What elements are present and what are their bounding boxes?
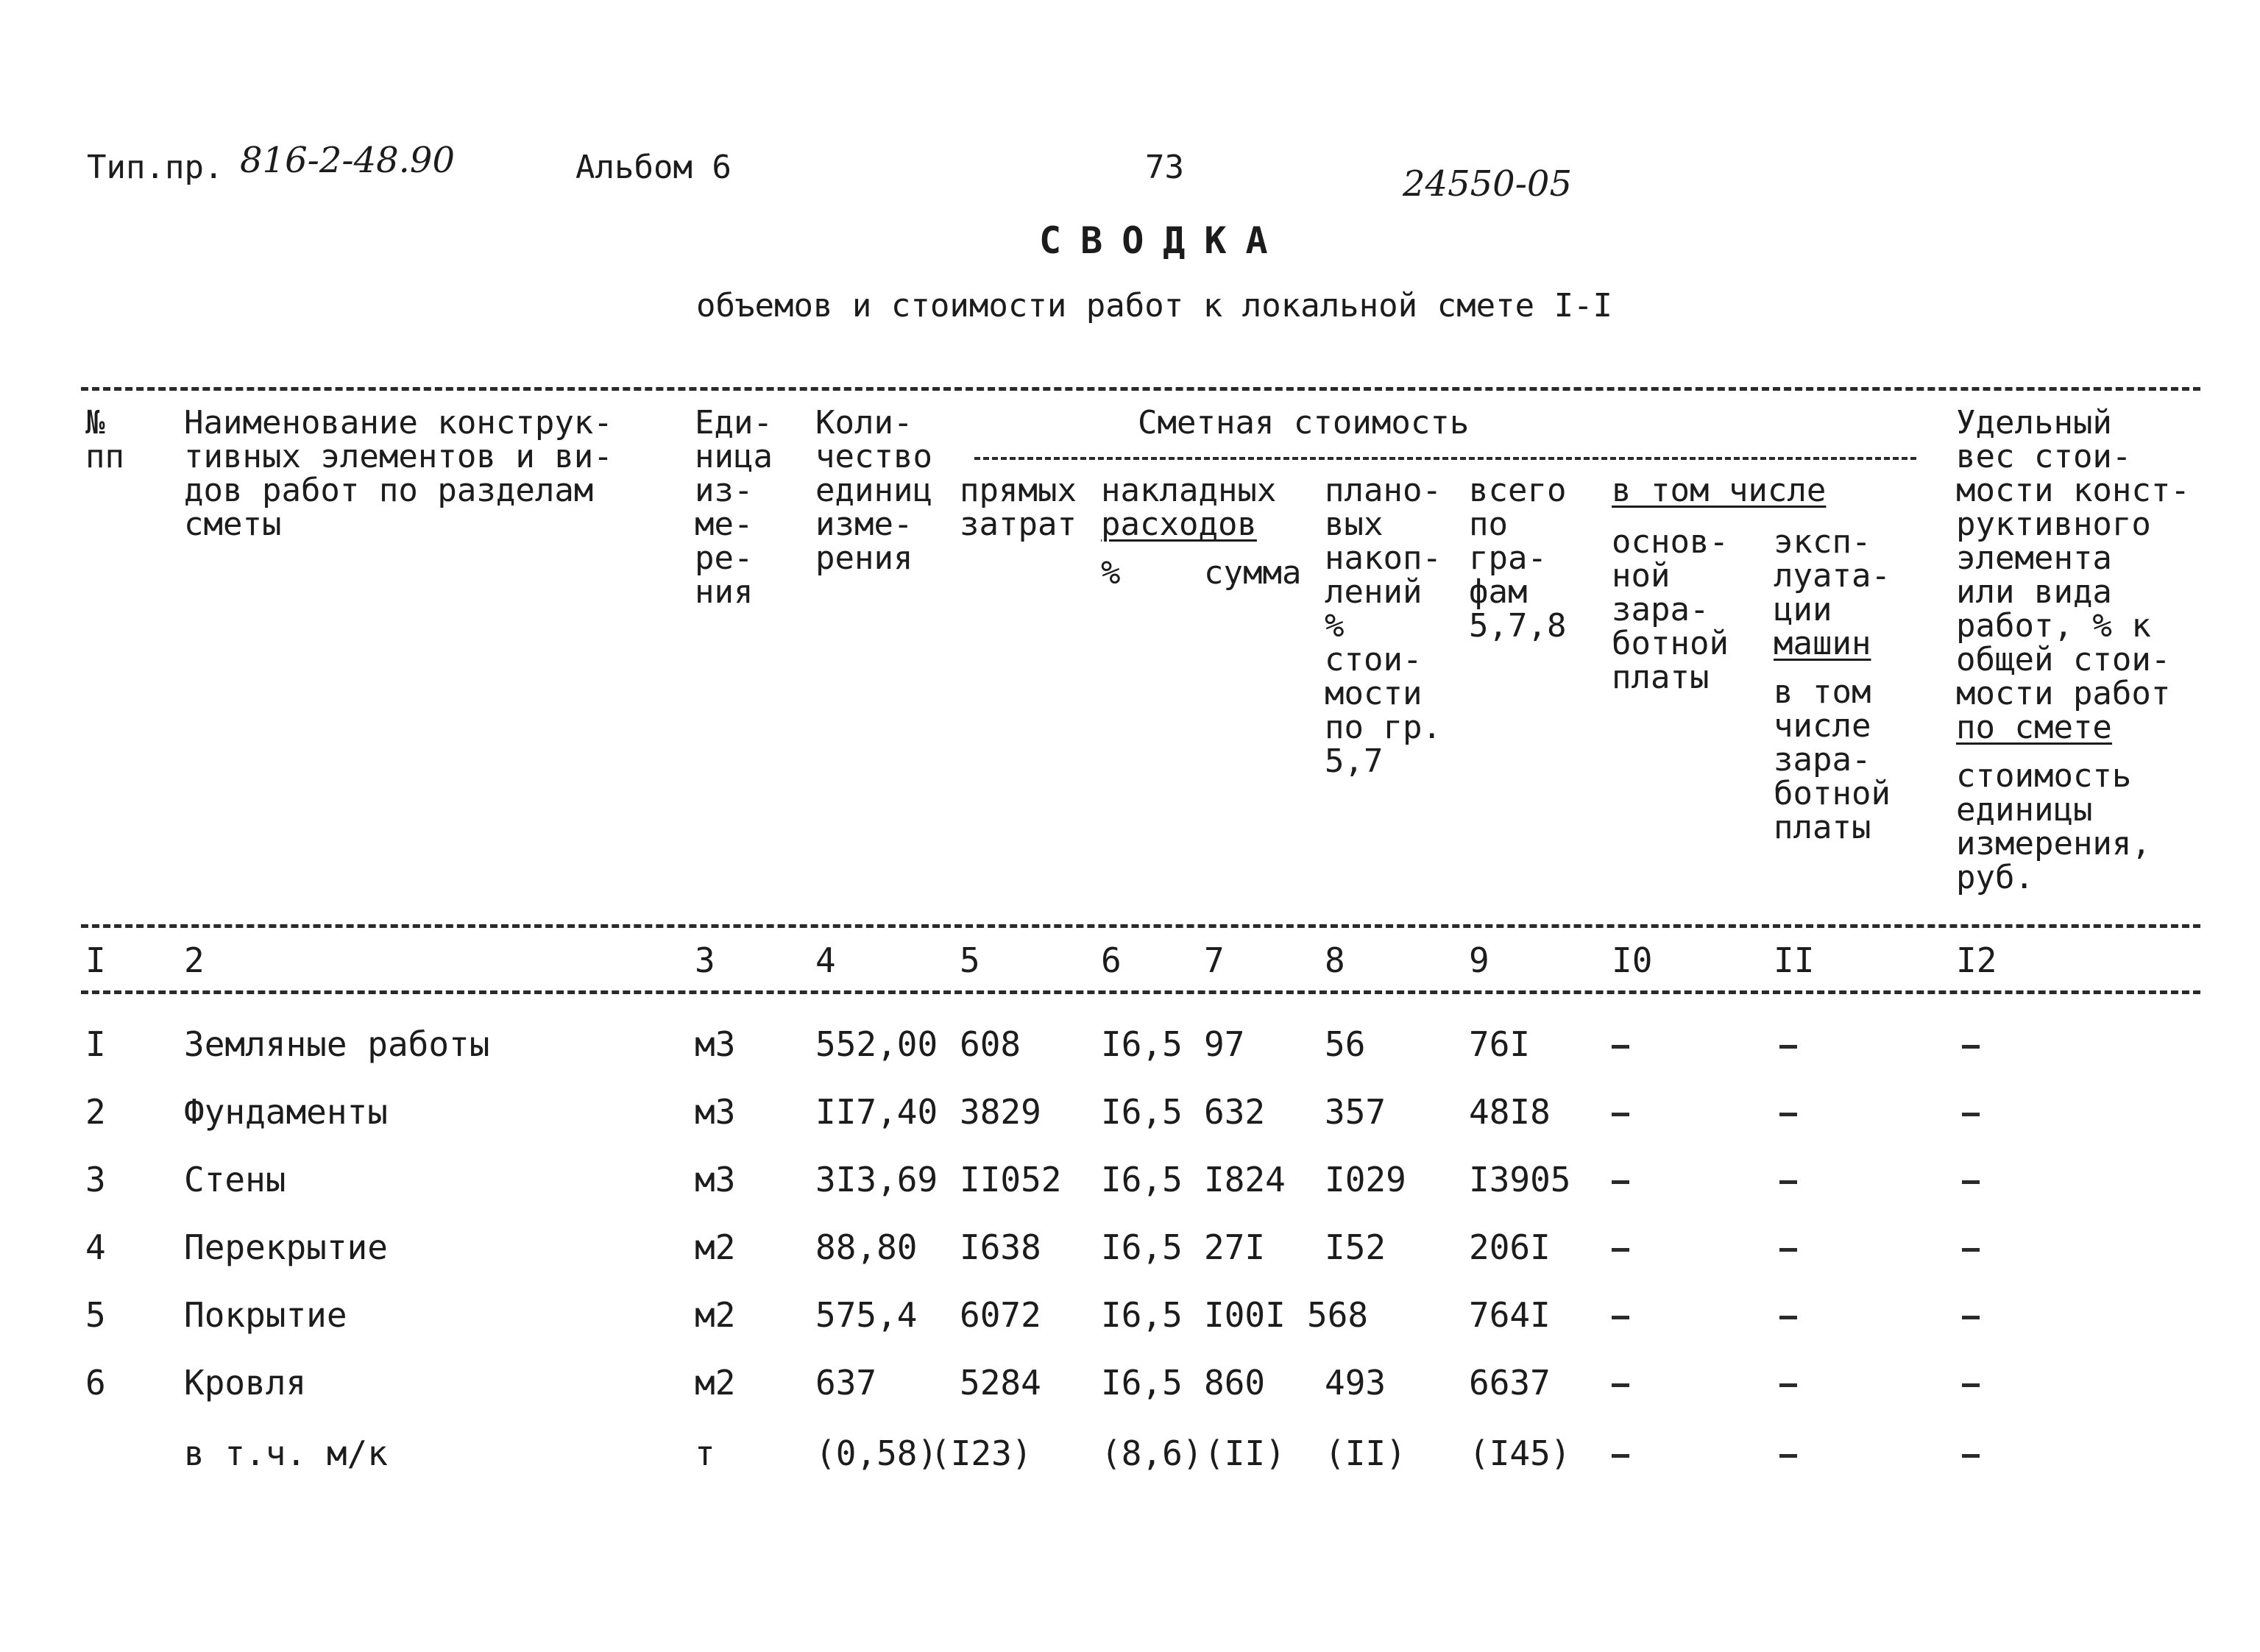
- row-share-empty: [1962, 1454, 1980, 1458]
- project-label: Тип.пр.: [87, 149, 224, 186]
- column-number: 3: [695, 940, 715, 980]
- row-planned-savings: I52: [1325, 1227, 1386, 1267]
- row-direct-costs: 6072: [960, 1295, 1041, 1335]
- row-base-wage-empty: [1612, 1316, 1629, 1319]
- row-share-empty: [1962, 1113, 1980, 1116]
- row-total: 764I: [1469, 1295, 1551, 1335]
- column-header-overhead-2: расходов: [1101, 506, 1257, 543]
- column-header-unit: Еди- ница из- ме- ре- ния: [695, 404, 773, 611]
- row-total: 76I: [1469, 1024, 1531, 1064]
- row-direct-costs: I638: [960, 1227, 1041, 1267]
- row-overhead-sum: 97: [1204, 1024, 1245, 1064]
- row-base-wage-empty: [1612, 1113, 1629, 1116]
- row-machine-empty: [1779, 1454, 1797, 1458]
- row-overhead-sum: I00I: [1204, 1295, 1286, 1335]
- row-name: Земляные работы: [184, 1024, 490, 1064]
- row-base-wage-empty: [1612, 1248, 1629, 1252]
- column-header-overhead-sum: сумма: [1204, 554, 1302, 592]
- column-header-planned-savings: плано- вых накоп- лений % стои- мости по гр. 5,7: [1325, 472, 1442, 780]
- row-overhead-sum: I824: [1204, 1160, 1286, 1199]
- row-unit: т: [695, 1433, 715, 1473]
- row-machine-empty: [1779, 1316, 1797, 1319]
- column-header-direct-costs: прямых затрат: [960, 472, 1077, 543]
- row-unit: м3: [695, 1092, 736, 1132]
- row-share-empty: [1962, 1180, 1980, 1184]
- row-share-empty: [1962, 1383, 1980, 1387]
- row-total: 48I8: [1469, 1092, 1551, 1132]
- row-direct-costs: II052: [960, 1160, 1062, 1199]
- column-header-name: Наименование конструк- тивных элементов и ви- дов работ по разделам сметы: [184, 404, 613, 543]
- project-code: 816-2-48.90: [240, 140, 456, 181]
- row-planned-savings: 568: [1307, 1295, 1369, 1335]
- row-number: 6: [85, 1363, 106, 1403]
- row-overhead-percent: I6,5: [1101, 1295, 1183, 1335]
- column-header-overhead-percent: %: [1101, 554, 1121, 592]
- column-header-overhead: накладных: [1101, 472, 1277, 509]
- column-header-quantity: единиц изме- рения: [815, 472, 932, 577]
- page-number: 73: [1145, 149, 1184, 186]
- album-label: Альбом 6: [575, 149, 732, 186]
- document-code: 24550-05: [1403, 163, 1572, 205]
- column-header-share-2: по смете: [1956, 709, 2112, 746]
- row-name: Фундаменты: [184, 1092, 388, 1132]
- row-overhead-percent: I6,5: [1101, 1160, 1183, 1199]
- column-number: 8: [1325, 940, 1345, 980]
- row-direct-costs: 608: [960, 1024, 1021, 1064]
- row-base-wage-empty: [1612, 1383, 1629, 1387]
- column-header-machine-operation-2: машин: [1774, 625, 1871, 662]
- row-overhead-percent: (8,6): [1101, 1433, 1203, 1473]
- row-number: 3: [85, 1160, 106, 1199]
- column-header-number: № пп: [85, 404, 124, 475]
- row-planned-savings: (II): [1325, 1433, 1406, 1473]
- header-bottom-rule: [81, 924, 2200, 928]
- row-machine-empty: [1779, 1383, 1797, 1387]
- row-unit: м3: [695, 1024, 736, 1064]
- row-number: I: [85, 1024, 106, 1064]
- row-overhead-percent: I6,5: [1101, 1024, 1183, 1064]
- row-base-wage-empty: [1612, 1045, 1629, 1049]
- row-total: 6637: [1469, 1363, 1551, 1403]
- row-unit: м2: [695, 1295, 736, 1335]
- column-header-machine-operation: эксп- луата- ции: [1774, 523, 1891, 628]
- row-overhead-percent: I6,5: [1101, 1092, 1183, 1132]
- column-number: II: [1774, 940, 1815, 980]
- row-unit: м2: [695, 1227, 736, 1267]
- row-overhead-sum: 860: [1204, 1363, 1266, 1403]
- column-number: I2: [1956, 940, 1997, 980]
- estimate-subheader-rule: [974, 457, 1916, 460]
- row-planned-savings: 493: [1325, 1363, 1386, 1403]
- row-number: 2: [85, 1092, 106, 1132]
- row-name: Перекрытие: [184, 1227, 388, 1267]
- column-header-estimate-cost: Сметная стоимость: [1138, 404, 1470, 442]
- row-overhead-sum: (II): [1204, 1433, 1286, 1473]
- row-overhead-percent: I6,5: [1101, 1363, 1183, 1403]
- row-direct-costs: 3829: [960, 1092, 1041, 1132]
- column-header-total: всего по гра- фам 5,7,8: [1469, 472, 1567, 645]
- row-number: 4: [85, 1227, 106, 1267]
- row-machine-empty: [1779, 1045, 1797, 1049]
- column-header-unit-cost: стоимость единицы измерения, руб.: [1956, 757, 2151, 896]
- document-subtitle: объемов и стоимости работ к локальной смете I-I: [696, 287, 1613, 325]
- column-number: 5: [960, 940, 980, 980]
- row-share-empty: [1962, 1045, 1980, 1049]
- row-direct-costs: 5284: [960, 1363, 1041, 1403]
- column-number: 6: [1101, 940, 1122, 980]
- column-number: 2: [184, 940, 205, 980]
- column-header-including: в том числе: [1612, 472, 1827, 509]
- column-header-machine-wage: в том числе зара- ботной платы: [1774, 673, 1891, 846]
- row-direct-costs: (I23): [930, 1433, 1032, 1473]
- row-planned-savings: 357: [1325, 1092, 1386, 1132]
- row-name: Стены: [184, 1160, 286, 1199]
- row-machine-empty: [1779, 1113, 1797, 1116]
- row-share-empty: [1962, 1316, 1980, 1319]
- row-share-empty: [1962, 1248, 1980, 1252]
- column-number: 7: [1204, 940, 1225, 980]
- row-overhead-sum: 632: [1204, 1092, 1266, 1132]
- column-numbers-rule: [81, 990, 2200, 994]
- column-header-base-wage: основ- ной зара- ботной платы: [1612, 523, 1729, 696]
- row-total: 206I: [1469, 1227, 1551, 1267]
- row-number: 5: [85, 1295, 106, 1335]
- row-unit: м3: [695, 1160, 736, 1199]
- row-quantity: 637: [815, 1363, 877, 1403]
- row-quantity: (0,58): [815, 1433, 938, 1473]
- row-planned-savings: I029: [1325, 1160, 1406, 1199]
- column-number: 9: [1469, 940, 1489, 980]
- row-quantity: 88,80: [815, 1227, 918, 1267]
- document-title: СВОДКА: [1039, 219, 1287, 262]
- row-total: I3905: [1469, 1160, 1571, 1199]
- column-number: 4: [815, 940, 836, 980]
- row-total: (I45): [1469, 1433, 1571, 1473]
- row-name: Кровля: [184, 1363, 307, 1403]
- table-top-rule: [81, 387, 2200, 391]
- row-base-wage-empty: [1612, 1180, 1629, 1184]
- row-machine-empty: [1779, 1180, 1797, 1184]
- column-header-share: Удельный вес стои- мости конст- руктивного элемента или вида работ, % к общей стои- мости работ: [1956, 404, 2190, 712]
- column-header-quantity-top: Коли- чество: [815, 404, 932, 475]
- row-quantity: 575,4: [815, 1295, 918, 1335]
- column-number: I0: [1612, 940, 1653, 980]
- row-name: в т.ч. м/к: [184, 1433, 388, 1473]
- row-overhead-sum: 27I: [1204, 1227, 1266, 1267]
- column-number: I: [85, 940, 106, 980]
- row-overhead-percent: I6,5: [1101, 1227, 1183, 1267]
- row-machine-empty: [1779, 1248, 1797, 1252]
- row-quantity: 552,00: [815, 1024, 938, 1064]
- row-quantity: II7,40: [815, 1092, 938, 1132]
- row-quantity: 3I3,69: [815, 1160, 938, 1199]
- row-base-wage-empty: [1612, 1454, 1629, 1458]
- row-name: Покрытие: [184, 1295, 347, 1335]
- row-unit: м2: [695, 1363, 736, 1403]
- row-planned-savings: 56: [1325, 1024, 1366, 1064]
